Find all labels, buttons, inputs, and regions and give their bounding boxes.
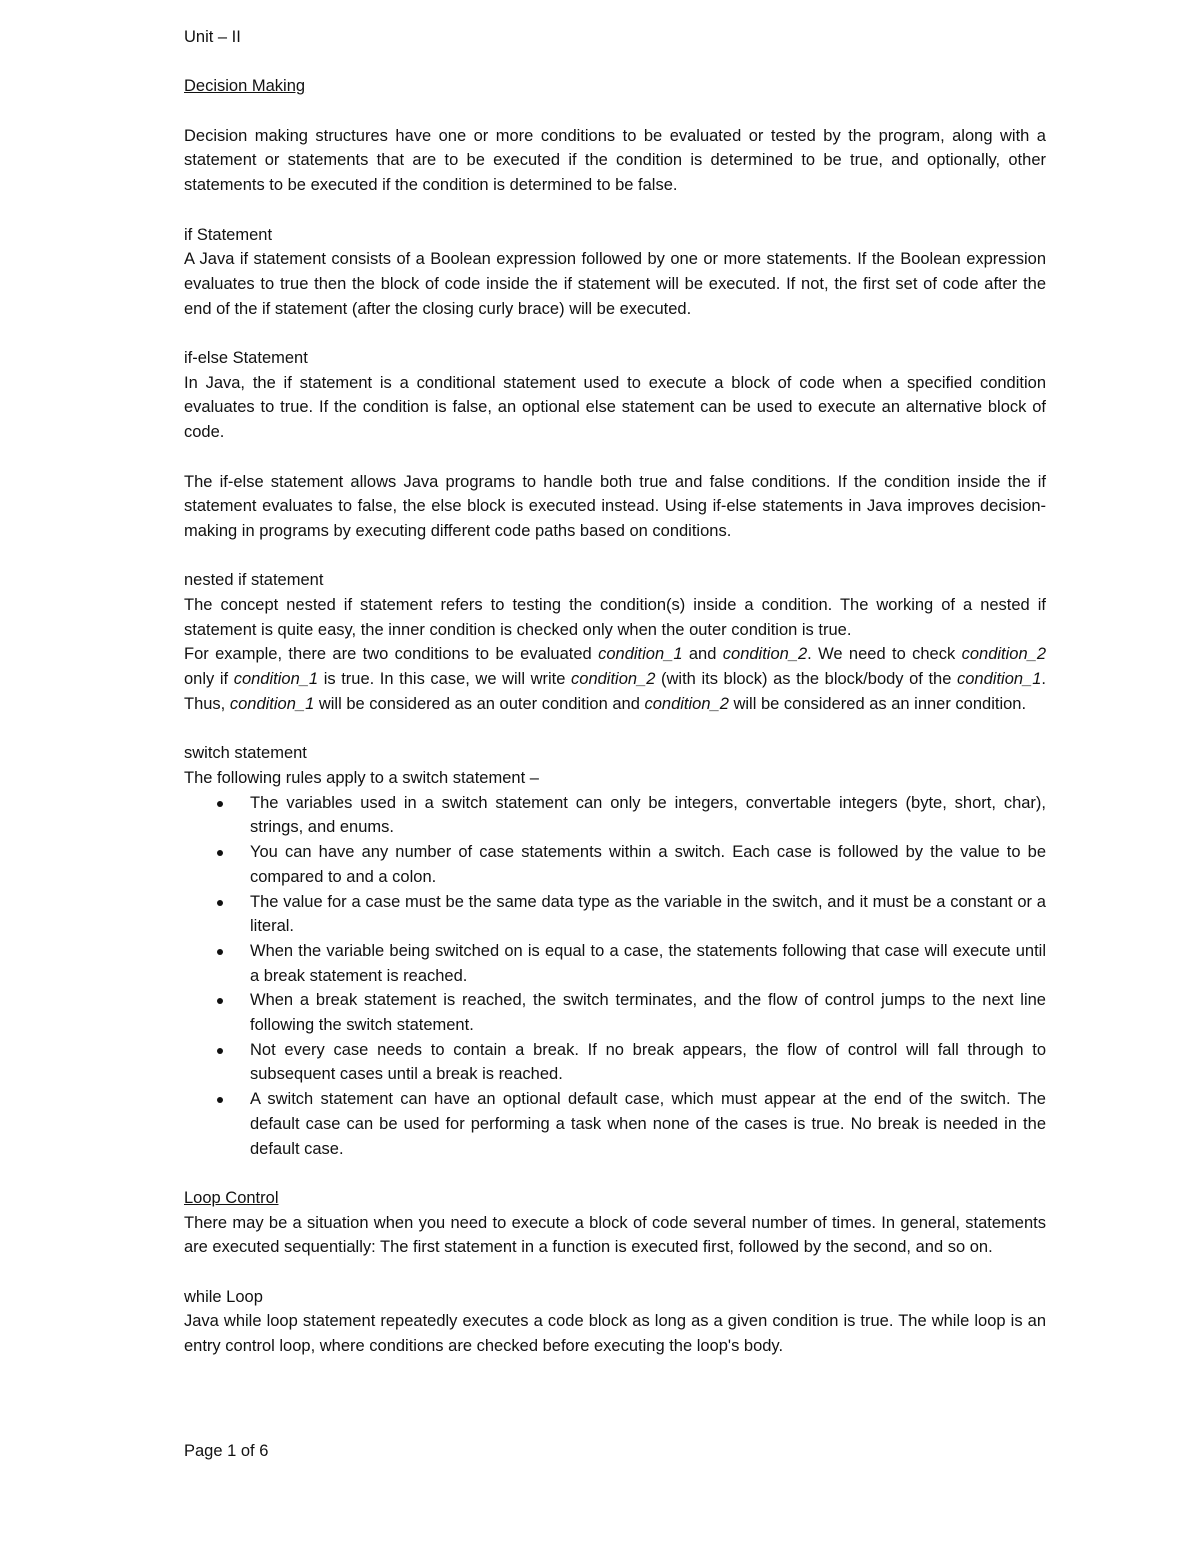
- loop-control-text: There may be a situation when you need to execute a block of code several number of times. In general, statements are executed sequentially: The first statement in a function is executed first, followed by the second, and so on.: [184, 1213, 1046, 1257]
- switch-intro: The following rules apply to a switch statement –: [184, 768, 539, 787]
- list-item: [184, 939, 1046, 988]
- example-text: and: [682, 645, 723, 664]
- condition-term: condition_1: [598, 645, 683, 664]
- decision-making-text: Decision making structures have one or more conditions to be evaluated or tested by the program, along with a statement or statements that are to be executed if the condition is determined to be true, and optionally, other statements to be executed if the condition is determined to be false.: [184, 126, 1046, 195]
- bullet-icon: [217, 1097, 223, 1103]
- rule-text: The variables used in a switch statement can only be integers, convertable integers (byte, short, char), strings, and enums.: [250, 793, 1046, 837]
- bullet-icon: [217, 998, 223, 1004]
- rule-text: When a break statement is reached, the switch terminates, and the flow of control jumps to the next line following the switch statement.: [250, 991, 1046, 1035]
- if-statement-heading: if Statement: [184, 225, 273, 244]
- condition-term: condition_2: [722, 645, 808, 664]
- list-item: [184, 988, 1046, 1037]
- switch-rules-list: [184, 791, 1046, 1162]
- rule-text: The value for a case must be the same data type as the variable in the switch, and it must be a constant or a literal.: [250, 892, 1046, 936]
- example-text: . Thus,: [184, 670, 1046, 713]
- loop-control-heading: Loop Control: [184, 1188, 279, 1207]
- condition-term: condition_2: [961, 645, 1047, 664]
- decision-making-heading: Decision Making: [184, 77, 306, 96]
- list-item: [184, 890, 1046, 939]
- bullet-icon: [217, 949, 223, 955]
- list-item: [184, 791, 1046, 840]
- rule-text: You can have any number of case statements within a switch. Each case is followed by the value to be compared to and a colon.: [250, 843, 1046, 886]
- bullet-icon: [217, 1048, 223, 1054]
- nested-if-example: [184, 642, 1046, 716]
- condition-term: condition_1: [233, 670, 319, 689]
- list-item: [184, 840, 1046, 889]
- example-text: will be considered as an outer condition and: [314, 694, 645, 713]
- bullet-icon: [217, 801, 223, 807]
- example-text: only if: [184, 670, 234, 689]
- condition-term: condition_2: [571, 670, 656, 689]
- if-else-text-2: The if-else statement allows Java programs to handle both true and false conditions. If the condition inside the if statement evaluates to false, the else block is executed instead. Using if-else statements in Java improves decision-making in programs by executing different code paths based on conditions.: [184, 472, 1046, 540]
- rule-text: A switch statement can have an optional default case, which must appear at the end of the switch. The default case can be used for performing a task when none of the cases is true. No break is needed in the default case.: [250, 1090, 1046, 1158]
- while-loop-heading: while Loop: [184, 1287, 263, 1306]
- example-text: will be considered as an inner condition.: [728, 694, 1027, 713]
- nested-if-text: The concept nested if statement refers to testing the condition(s) inside a condition. The working of a nested if statement is quite easy, the inner condition is checked only when the outer condition is true.: [184, 596, 1046, 639]
- page-content: [184, 25, 1046, 1359]
- if-else-text-1: In Java, the if statement is a conditional statement used to execute a block of code when a specified condition evaluates to true. If the condition is false, an optional else statement can be used to execute an alternative block of code.: [184, 373, 1046, 442]
- rule-text: Not every case needs to contain a break. If no break appears, the flow of control will fall through to subsequent cases until a break is reached.: [250, 1040, 1046, 1084]
- rule-text: When the variable being switched on is equal to a case, the statements following that case will execute until a break statement is reached.: [250, 941, 1046, 985]
- condition-term: condition_1: [229, 694, 315, 713]
- example-text: For example, there are two conditions to be evaluated: [184, 645, 599, 664]
- while-loop-text: Java while loop statement repeatedly executes a code block as long as a given condition is true. The while loop is an entry control loop, where conditions are checked before executing the loop's body.: [184, 1312, 1046, 1356]
- list-item: [184, 1038, 1046, 1087]
- bullet-icon: [217, 850, 223, 856]
- bullet-icon: [217, 900, 223, 906]
- condition-term: condition_2: [644, 694, 729, 713]
- example-text: is true. In this case, we will write: [318, 670, 572, 689]
- switch-heading: switch statement: [184, 744, 307, 763]
- if-statement-text: A Java if statement consists of a Boolean expression followed by one or more statements. If the Boolean expression evaluates to true then the block of code inside the if statement will be executed. If not, the first set of code after the end of the if statement (after the closing curly brace) will be executed.: [184, 250, 1046, 318]
- if-else-heading: if-else Statement: [184, 349, 308, 368]
- list-item: [184, 1087, 1046, 1161]
- nested-if-heading: nested if statement: [184, 571, 324, 590]
- unit-title: Unit – II: [184, 28, 241, 46]
- condition-term: condition_1: [957, 670, 1042, 689]
- example-text: . We need to check: [807, 645, 962, 664]
- example-text: (with its block) as the block/body of the: [655, 670, 957, 689]
- page-number: Page 1 of 6: [184, 1442, 269, 1460]
